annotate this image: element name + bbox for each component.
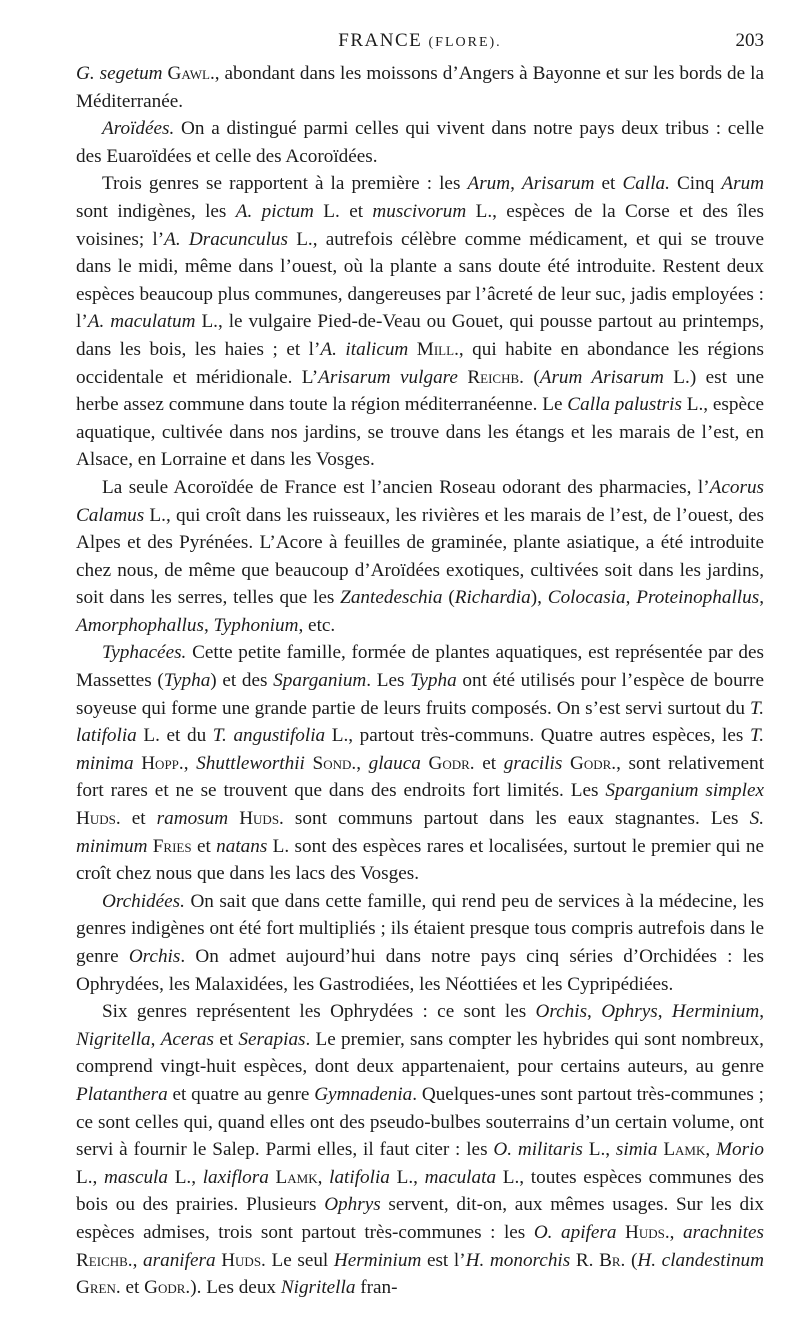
running-title bbox=[76, 30, 764, 52]
paragraph-aroidees: Aroïdées. On a distingué parmi celles qui vivent dans notre pays deux tribus : celle des Euaroïdées et celle des Acoroïdées. bbox=[76, 118, 764, 167]
running-header bbox=[76, 26, 764, 60]
paragraph-segetum: G. segetum Gawl., abondant dans les moissons d’Angers à Bayonne et sur les bords de la Méditerranée. bbox=[76, 63, 765, 112]
paragraph-ophrydees: Six genres représentent les Ophrydées : ce sont les Orchis, Ophrys, Herminium, Nigritella, Aceras et Serapias. Le premier, sans compter les hybrides qui sont nombreux, comprend vingt-huit espèces, dont deux appartenaient, pour certains auteurs, au genre Platanthera et quatre au genre Gymnadenia. Quelques-unes sont partout très-communes ; ce sont celles qui, quand elles ont des pseudo-bulbes souterrains d’un certain volume, ont servi à fournir le Salep. Parmi elles, il faut citer : les O. militaris L., simia Lamk, Morio L., mascula L., laxiflora Lamk, latifolia L., maculata L., toutes espèces communes des bois ou des prairies. Plusieurs Ophrys servent, dit-on, aux mêmes usages. Sur les dix espèces admises, trois sont partout très-communes : les O. apifera Huds., arachnites Reichb., aranifera Huds. Le seul Herminium est l’H. monorchis R. Br. (H. clandestinum Gren. et Godr.). Les deux Nigritella fran- bbox=[76, 1001, 765, 1299]
paragraph-typhacees: Typhacées. Cette petite famille, formée de plantes aquatiques, est représentée par des Massettes (Typha) et des Sparganium. Les Typha ont été utilisés pour l’espèce de bourre soyeuse qui forme une grande partie de leurs fruits composés. On s’est servi surtout du T. latifolia L. et du T. angustifolia L., partout très-communs. Quatre autres espèces, les T. minima Hopp., Shuttleworthii Sond., glauca Godr. et gracilis Godr., sont relativement fort rares et ne se trouvent que dans des endroits fort limités. Les Sparganium simplex Huds. et ramosum Huds. sont communs partout dans les eaux stagnantes. Les S. minimum Fries et natans L. sont des espèces rares et localisées, surtout le premier qui ne croît chez nous que dans les lacs des Vosges. bbox=[76, 642, 765, 885]
header-title: FRANCE bbox=[338, 30, 423, 51]
paragraph-orchidees: Orchidées. On sait que dans cette famille, qui rend peu de services à la médecine, les genres indigènes ont été fort multipliés ; ils étaient presque tous compris autrefois dans le genre Orchis. On admet aujourd’hui dans notre pays cinq séries d’Orchidées : les Ophrydées, les Malaxidées, les Gastrodiées, les Néottiées et les Cypripédiées. bbox=[76, 890, 764, 995]
header-subtitle: (FLORE). bbox=[428, 35, 502, 50]
page-number: 203 bbox=[735, 30, 764, 51]
page-body bbox=[76, 60, 764, 1302]
paragraph-acorus: La seule Acoroïdée de France est l’ancien Roseau odorant des pharmacies, l’Acorus Calamus L., qui croît dans les ruisseaux, les rivières et les marais de l’est, de l’ouest, des Alpes et des Pyrénées. L’Acore à feuilles de graminée, plante asiatique, a été introduite chez nous, de même que beaucoup d’Aroïdées exotiques, cultivées soit dans les jardins, soit dans les serres, telles que les Zantedeschia (Richardia), Colocasia, Proteinophallus, Amorphophallus, Typhonium, etc. bbox=[76, 476, 764, 636]
paragraph-arum: Trois genres se rapportent à la première : les Arum, Arisarum et Calla. Cinq Arum sont indigènes, les A. pictum L. et muscivorum L., espèces de la Corse et des îles voisines; l’A. Dracunculus L., autrefois célèbre comme médicament, et qui se trouve dans le midi, même dans l’ouest, où la plante a sans doute été introduite. Restent deux espèces beaucoup plus communes, dangereuses par l’âcreté de leur suc, jadis employées : l’A. maculatum L., le vulgaire Pied-de-Veau ou Gouet, qui pousse partout au printemps, dans les bois, les haies ; et l’A. italicum Mill., qui habite en abondance les régions occidentale et méridionale. L’Arisarum vulgare Reichb. (Arum Arisarum L.) est une herbe assez commune dans toute la région méditerranéenne. Le Calla palustris L., espèce aquatique, cultivée dans nos jardins, se trouve dans les étangs et les marais de l’est, en Alsace, en Lorraine et dans les Vosges. bbox=[76, 173, 765, 471]
